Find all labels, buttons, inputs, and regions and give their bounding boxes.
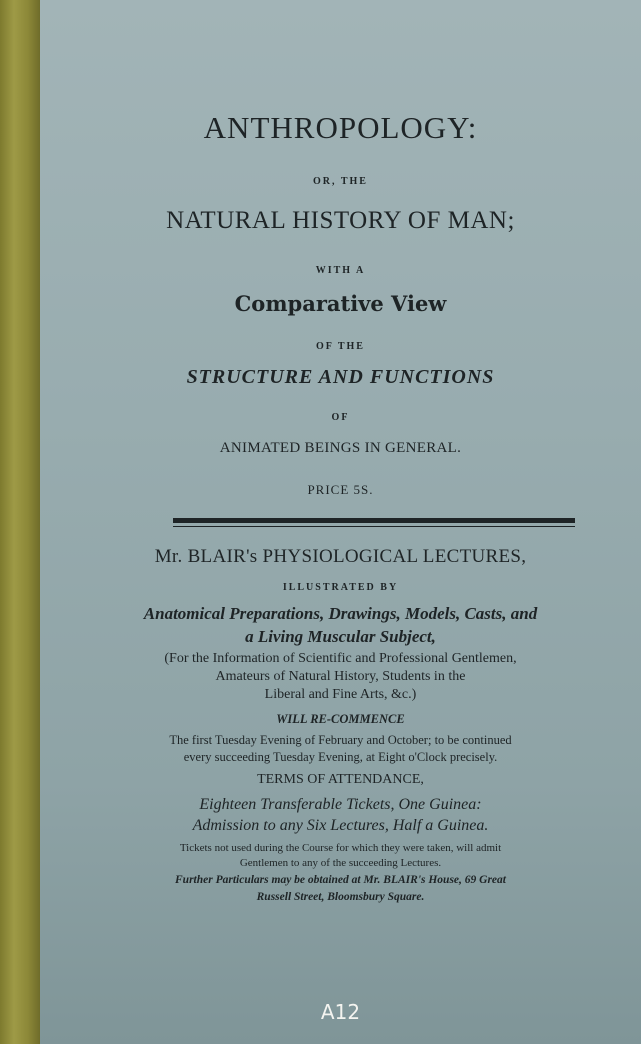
thin-rule: [173, 526, 575, 527]
for-info-line-2: Amateurs of Natural History, Students in the: [215, 669, 466, 684]
for-info-line-3: Liberal and Fine Arts, &c.): [264, 687, 417, 702]
or-the-text: OR, THE: [313, 176, 368, 187]
schedule-line-2: every succeeding Tuesday Evening, at Eight o'Clock precisely.: [183, 750, 498, 764]
comparative-view-text: Comparative View: [234, 291, 447, 316]
of-text: OF: [331, 412, 350, 423]
animated-beings-text: ANIMATED BEINGS IN GENERAL.: [219, 440, 462, 456]
further-line-1: Further Particulars may be obtained at Mr. BLAIR's House, 69 Great: [175, 874, 506, 886]
price-text: PRICE 5S.: [307, 482, 374, 497]
terms-line-2: Admission to any Six Lectures, Half a Guinea.: [192, 817, 489, 834]
schedule-line-1: The first Tuesday Evening of February and October; to be continued: [169, 733, 512, 747]
illustrated-line-1: Anatomical Preparations, Drawings, Models, Casts, and: [143, 604, 538, 623]
thick-rule: [173, 518, 575, 523]
of-the-text: OF THE: [316, 341, 365, 352]
shelfmark-label: A12: [320, 1000, 361, 1024]
illustrated-by-text: ILLUSTRATED BY: [282, 582, 399, 593]
book-title: ANTHROPOLOGY:: [203, 110, 478, 145]
tickets-line-1: Tickets not used during the Course for which they were taken, will admit: [179, 842, 502, 854]
terms-heading: TERMS OF ATTENDANCE,: [257, 772, 424, 787]
further-line-2: Russell Street, Bloomsbury Square.: [256, 891, 425, 903]
illustrated-line-2: a Living Muscular Subject,: [245, 627, 436, 646]
book-spine: [0, 0, 40, 1044]
with-a-text: WITH A: [315, 265, 366, 276]
lectures-heading: Mr. BLAIR's PHYSIOLOGICAL LECTURES,: [154, 546, 527, 567]
structure-functions-text: STRUCTURE AND FUNCTIONS: [186, 366, 495, 388]
book-subtitle: NATURAL HISTORY OF MAN;: [166, 207, 515, 234]
tickets-line-2: Gentlemen to any of the succeeding Lectures.: [239, 857, 442, 869]
terms-line-1: Eighteen Transferable Tickets, One Guinea:: [199, 796, 482, 813]
will-recommence-text: WILL RE-COMMENCE: [276, 712, 405, 726]
cover-page: [40, 0, 641, 1044]
for-info-line-1: (For the Information of Scientific and Professional Gentlemen,: [164, 651, 517, 666]
